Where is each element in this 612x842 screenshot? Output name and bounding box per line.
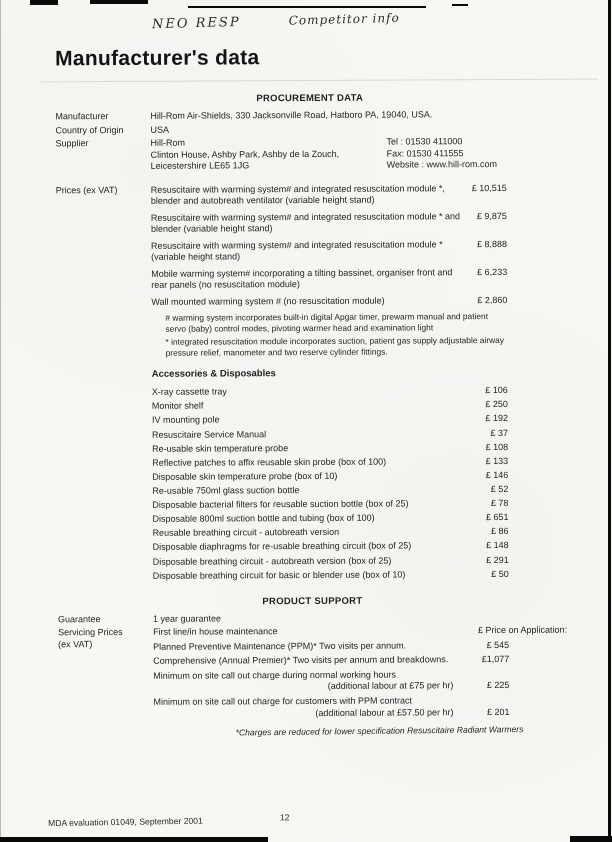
country-label: Country of Origin xyxy=(55,124,124,135)
item-price: £ 108 xyxy=(485,441,509,452)
item-price: £ 78 xyxy=(490,498,509,509)
supplier-fax: Fax: 01530 411555 xyxy=(386,147,464,159)
footer-reference: MDA evaluation 01049, September 2001 xyxy=(47,815,203,829)
item-description-line-1: Minimum on site call out charge for customers with PPM contract xyxy=(153,695,413,707)
accessory-item xyxy=(153,540,567,554)
document-body xyxy=(0,79,612,738)
price-item xyxy=(151,295,565,309)
item-price: £ 545 xyxy=(486,639,510,650)
guarantee-row xyxy=(58,612,567,626)
supplier-details xyxy=(150,136,564,173)
accessory-item xyxy=(152,470,566,484)
item-description: Reusable breathing circuit - autobreath version xyxy=(152,527,340,539)
accessory-item xyxy=(152,385,566,399)
item-description-line-1: Minimum on site call out charge during normal working hours xyxy=(153,669,396,681)
item-description: Planned Preventive Maintenance (PPM)* Two visits per annum. xyxy=(153,640,407,652)
item-description: Mobile warming system# incorporating a tilting bassinet, organiser front and rear panels (no resuscitation module) xyxy=(151,267,453,291)
guarantee-value: 1 year guarantee xyxy=(152,613,222,624)
handwritten-note-1: NEO RESP xyxy=(151,14,241,33)
accessory-item xyxy=(153,568,567,582)
item-price: £ 651 xyxy=(485,512,509,523)
accessory-item xyxy=(152,413,566,427)
item-price: £1,077 xyxy=(481,654,510,665)
prices-label: Prices (ex VAT) xyxy=(55,184,118,196)
item-description: Comprehensive (Annual Premier)* Two visits per annum and breakdowns. xyxy=(153,654,449,667)
item-description: X-ray cassette tray xyxy=(151,386,227,398)
page-footer xyxy=(48,810,564,828)
item-price: £ 50 xyxy=(491,568,509,579)
item-price: £ Price on Application: xyxy=(477,625,568,636)
supplier-tel: Tel : 01530 411000 xyxy=(386,136,463,147)
item-price: £ 10,515 xyxy=(471,182,507,193)
supplier-label: Supplier xyxy=(55,138,89,149)
support-item xyxy=(153,625,567,639)
item-description: Disposable 800ml suction bottle and tubing (box of 100) xyxy=(152,512,375,525)
support-item xyxy=(153,640,567,654)
item-description: Resuscitaire with warming system# and integrated resuscitation module *, blender and autobreath ventilator (variable height stand) xyxy=(150,183,445,207)
scan-artifact xyxy=(0,837,268,842)
accessory-item xyxy=(152,512,566,526)
accessory-item xyxy=(153,554,567,568)
manufacturer-value: Hill-Rom Air-Shields, 330 Jacksonville Road, Hatboro PA, 19040, USA. xyxy=(150,109,433,121)
item-price: £ 291 xyxy=(486,554,509,565)
item-price: £ 133 xyxy=(485,455,509,466)
scan-artifact xyxy=(90,0,148,4)
scan-artifact xyxy=(30,0,58,5)
price-item xyxy=(151,182,565,207)
scan-artifact xyxy=(452,4,468,6)
item-description: Re-usable 750ml glass suction bottle xyxy=(152,485,300,496)
handwritten-annotation xyxy=(152,11,400,32)
supplier-address-line-2: Leicestershire LE65 1JG xyxy=(150,160,250,172)
page-title: Manufacturer's data xyxy=(55,46,260,71)
item-description: Disposable breathing circuit for basic or blender use (box of 10) xyxy=(152,569,406,581)
item-description xyxy=(153,669,461,694)
item-price: £ 9,875 xyxy=(476,210,507,221)
item-price: £ 146 xyxy=(485,469,509,480)
servicing-prices-label xyxy=(58,627,154,738)
item-description: Wall mounted warming system # (no resuscitation module) xyxy=(151,295,385,307)
accessory-item xyxy=(152,498,566,512)
item-price: £ 250 xyxy=(485,399,508,410)
item-description: Resuscitaire with warming system# and integrated resuscitation module * and blender (variable height stand) xyxy=(150,210,461,235)
servicing-label-line-1: Servicing Prices xyxy=(58,627,123,638)
item-price: £ 201 xyxy=(486,706,510,717)
prices-section xyxy=(56,182,567,585)
supplier-address-line-1: Clinton House, Ashby Park, Ashby de la Zouch, xyxy=(150,148,340,160)
item-description: IV mounting pole xyxy=(151,414,220,426)
item-price: £ 52 xyxy=(490,483,509,495)
handwritten-note-2: Competitor info xyxy=(288,10,400,28)
accessory-item xyxy=(152,427,566,441)
accessory-item xyxy=(152,441,566,455)
servicing-items xyxy=(153,625,568,738)
item-description-line-2: (additional labour at £75 per hr) xyxy=(327,680,454,692)
country-value: USA xyxy=(150,124,169,135)
procurement-heading: PROCUREMENT DATA xyxy=(256,92,364,105)
item-price: £ 6,233 xyxy=(477,266,508,277)
accessories-heading: Accessories & Disposables xyxy=(151,368,276,380)
item-description: Disposable breathing circuit - autobreath version (box of 25) xyxy=(152,555,392,567)
manufacturer-label: Manufacturer xyxy=(55,111,109,122)
item-description: Resuscitaire Service Manual xyxy=(152,428,267,440)
document-content xyxy=(0,44,612,738)
resuscitation-module-footnote: * integrated resuscitation module incorporates suction, patient gas supply adjustable airway pressure relief, manometer and two reserve cylinder fittings. xyxy=(165,335,505,358)
guarantee-label: Guarantee xyxy=(57,613,101,625)
charges-footnote: *Charges are reduced for lower specification Resuscitaire Radiant Warmers xyxy=(235,724,524,738)
accessory-item xyxy=(152,399,566,413)
prices-list xyxy=(151,182,567,584)
item-description: Resuscitaire with warming system# and integrated resuscitation module * (variable height stand) xyxy=(151,239,443,263)
item-description: Disposable bacterial filters for reusable suction bottle (box of 25) xyxy=(152,498,409,510)
product-support-heading: PRODUCT SUPPORT xyxy=(262,595,363,607)
supplier-address xyxy=(150,137,386,173)
item-price: £ 37 xyxy=(490,427,509,438)
item-price: £ 106 xyxy=(485,385,508,396)
support-item xyxy=(153,669,567,694)
item-price: £ 8,888 xyxy=(476,238,508,249)
supplier-name: Hill-Rom xyxy=(150,137,186,149)
item-price: £ 225 xyxy=(486,680,510,691)
accessory-item xyxy=(152,455,566,469)
supplier-row xyxy=(55,136,564,173)
item-description: First line/in house maintenance xyxy=(153,626,278,638)
support-item xyxy=(153,695,567,720)
item-price: £ 148 xyxy=(486,540,509,551)
item-description: Reflective patches to affix reusable skin probe (box of 100) xyxy=(152,456,387,468)
accessory-item xyxy=(153,526,567,540)
servicing-label-line-2: (ex VAT) xyxy=(58,639,93,650)
item-price: £ 2,860 xyxy=(477,294,508,305)
supplier-contact xyxy=(386,136,564,171)
price-item xyxy=(151,210,565,235)
item-description xyxy=(153,695,461,720)
item-description: Monitor shelf xyxy=(151,400,204,412)
support-item xyxy=(153,654,567,668)
item-price: £ 192 xyxy=(485,413,508,424)
warming-system-footnote: # warming system incorporates built-in digital Apgar timer, prewarm manual and patient servo (baby) control modes, pivoting warmer head and examination light xyxy=(165,311,489,335)
manufacturer-row xyxy=(55,109,564,123)
item-description: Disposable diaphragms for re-usable breathing circuit (box of 25) xyxy=(152,540,412,553)
item-description-line-2: (additional labour at £57.50 per hr) xyxy=(315,706,454,718)
price-item xyxy=(151,238,565,263)
price-item xyxy=(151,266,565,291)
scan-artifact xyxy=(570,836,612,842)
accessory-item xyxy=(152,484,566,498)
country-of-origin-row xyxy=(55,122,564,136)
supplier-website: Website : www.hill-rom.com xyxy=(386,159,498,170)
item-price: £ 86 xyxy=(490,526,509,537)
page-number: 12 xyxy=(279,812,290,823)
item-description: Re-usable skin temperature probe xyxy=(152,442,289,454)
scan-artifact xyxy=(188,6,426,8)
servicing-prices-row xyxy=(58,625,568,738)
item-description: Disposable skin temperature probe (box of 10) xyxy=(152,470,338,482)
